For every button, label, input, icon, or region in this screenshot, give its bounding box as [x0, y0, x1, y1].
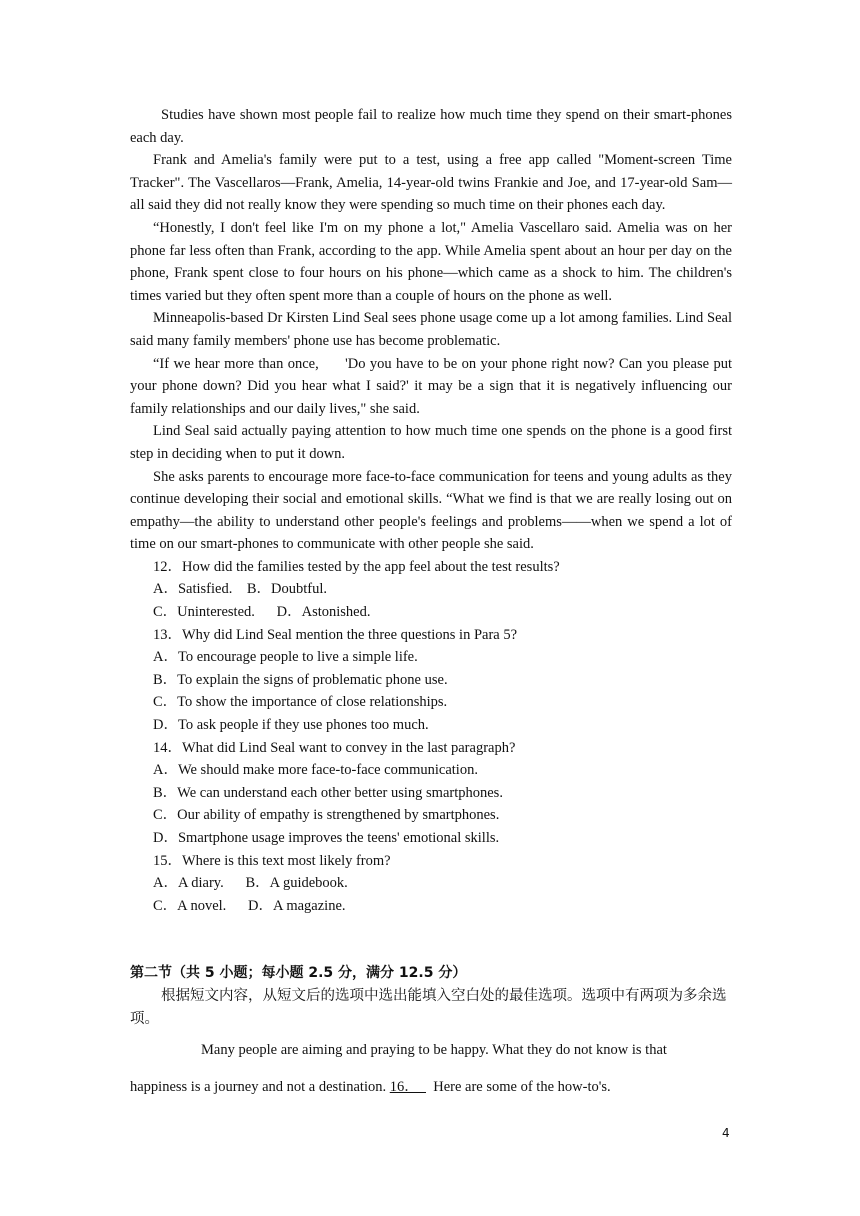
passage-paragraph-7: She asks parents to encourage more face-to-face communication for teens and young adults as they continue developing their social and emotional skills. “What we find is that we are really losing out on empathy—the ability to understand other people's feelings and problems——when we spend a lot of time on our smart-phones to communicate with other people she said. [130, 468, 732, 553]
passage-paragraph-5: “If we hear more than once, 'Do you have to be on your phone right now? Can you please put your phone down? Did you hear what I said?' it may be a sign that it is negatively influencing our family relationships and our daily lives," she said. [130, 355, 736, 417]
reading-passage [130, 104, 736, 556]
option-line: A．To encourage people to live a simple life. [153, 649, 418, 666]
section-2-title: 第二节（共 5 小题；每小题 2.5 分，满分 12.5 分） [130, 965, 467, 982]
passage-paragraph-6: Lind Seal said actually paying attention to how much time one spends on the phone is a good first step in deciding when to put it down. [130, 423, 732, 462]
option-line: C．Our ability of empathy is strengthened by smartphones. [153, 807, 500, 824]
option-line: A．A diary. B．A guidebook. [153, 875, 348, 892]
option-line: A．We should make more face-to-face communication. [153, 762, 478, 779]
option-line: C．To show the importance of close relationships. [153, 694, 448, 711]
page-content [130, 104, 736, 1113]
passage-paragraph-3: “Honestly, I don't feel like I'm on my phone a lot," Amelia Vascellaro said. Amelia was on her phone far less often than Frank, according to the app. While Amelia spent about an hour per day on the phone, Frank spent close to four hours on his phone—which came as a shock to him. The children's times varied but they often spent more than a couple of hours on the phone as well. [130, 219, 732, 304]
cloze-text-before: happiness is a journey and not a destination. [130, 1079, 390, 1096]
question-stem: 12．How did the families tested by the app feel about the test results? [153, 558, 560, 575]
option-line: C．A novel. D．A magazine. [153, 897, 346, 914]
question-stem: 15．Where is this text most likely from? [153, 852, 391, 869]
cloze-passage-line-2 [130, 1076, 732, 1099]
section-2-instruction: 根据短文内容，从短文后的选项中选出能填入空白处的最佳选项。选项中有两项为多余选项。 [130, 987, 727, 1027]
passage-paragraph-4: Minneapolis-based Dr Kirsten Lind Seal sees phone usage come up a lot among families. Lind Seal said many family members' phone use has become problematic. [130, 310, 732, 349]
question-stem: 13．Why did Lind Seal mention the three questions in Para 5? [153, 626, 518, 643]
question-15 [130, 850, 732, 918]
option-line: B．We can understand each other better using smartphones. [153, 784, 503, 801]
option-line: D．Smartphone usage improves the teens' emotional skills. [153, 830, 500, 846]
page-number: 4 [722, 1126, 730, 1140]
question-12 [130, 556, 732, 624]
cloze-passage-line-1: Many people are aiming and praying to be happy. What they do not know is that [201, 1042, 667, 1059]
question-stem: 14．What did Lind Seal want to convey in the last paragraph? [153, 739, 516, 756]
passage-paragraph-2: Frank and Amelia's family were put to a test, using a free app called "Moment-screen Time Tracker". The Vascellaros—Frank, Amelia, 14-year-old twins Frankie and Joe, and 17-year-old Sam—all said they did not really know they were spending so much time on their phones each day. [130, 152, 732, 214]
section-2 [130, 962, 732, 1098]
cloze-text-after: Here are some of the how-to's. [426, 1079, 611, 1096]
option-line: A．Satisfied. B．Doubtful. [153, 581, 327, 598]
option-line: B．To explain the signs of problematic phone use. [153, 671, 448, 688]
question-13 [130, 624, 732, 737]
question-14 [130, 737, 732, 850]
option-line: C．Uninterested. D．Astonished. [153, 604, 371, 621]
passage-paragraph-1: Studies have shown most people fail to realize how much time they spend on their smart-phones each day. [130, 107, 732, 146]
blank-16: 16． [389, 1079, 426, 1096]
option-line: D．To ask people if they use phones too much. [153, 717, 429, 734]
